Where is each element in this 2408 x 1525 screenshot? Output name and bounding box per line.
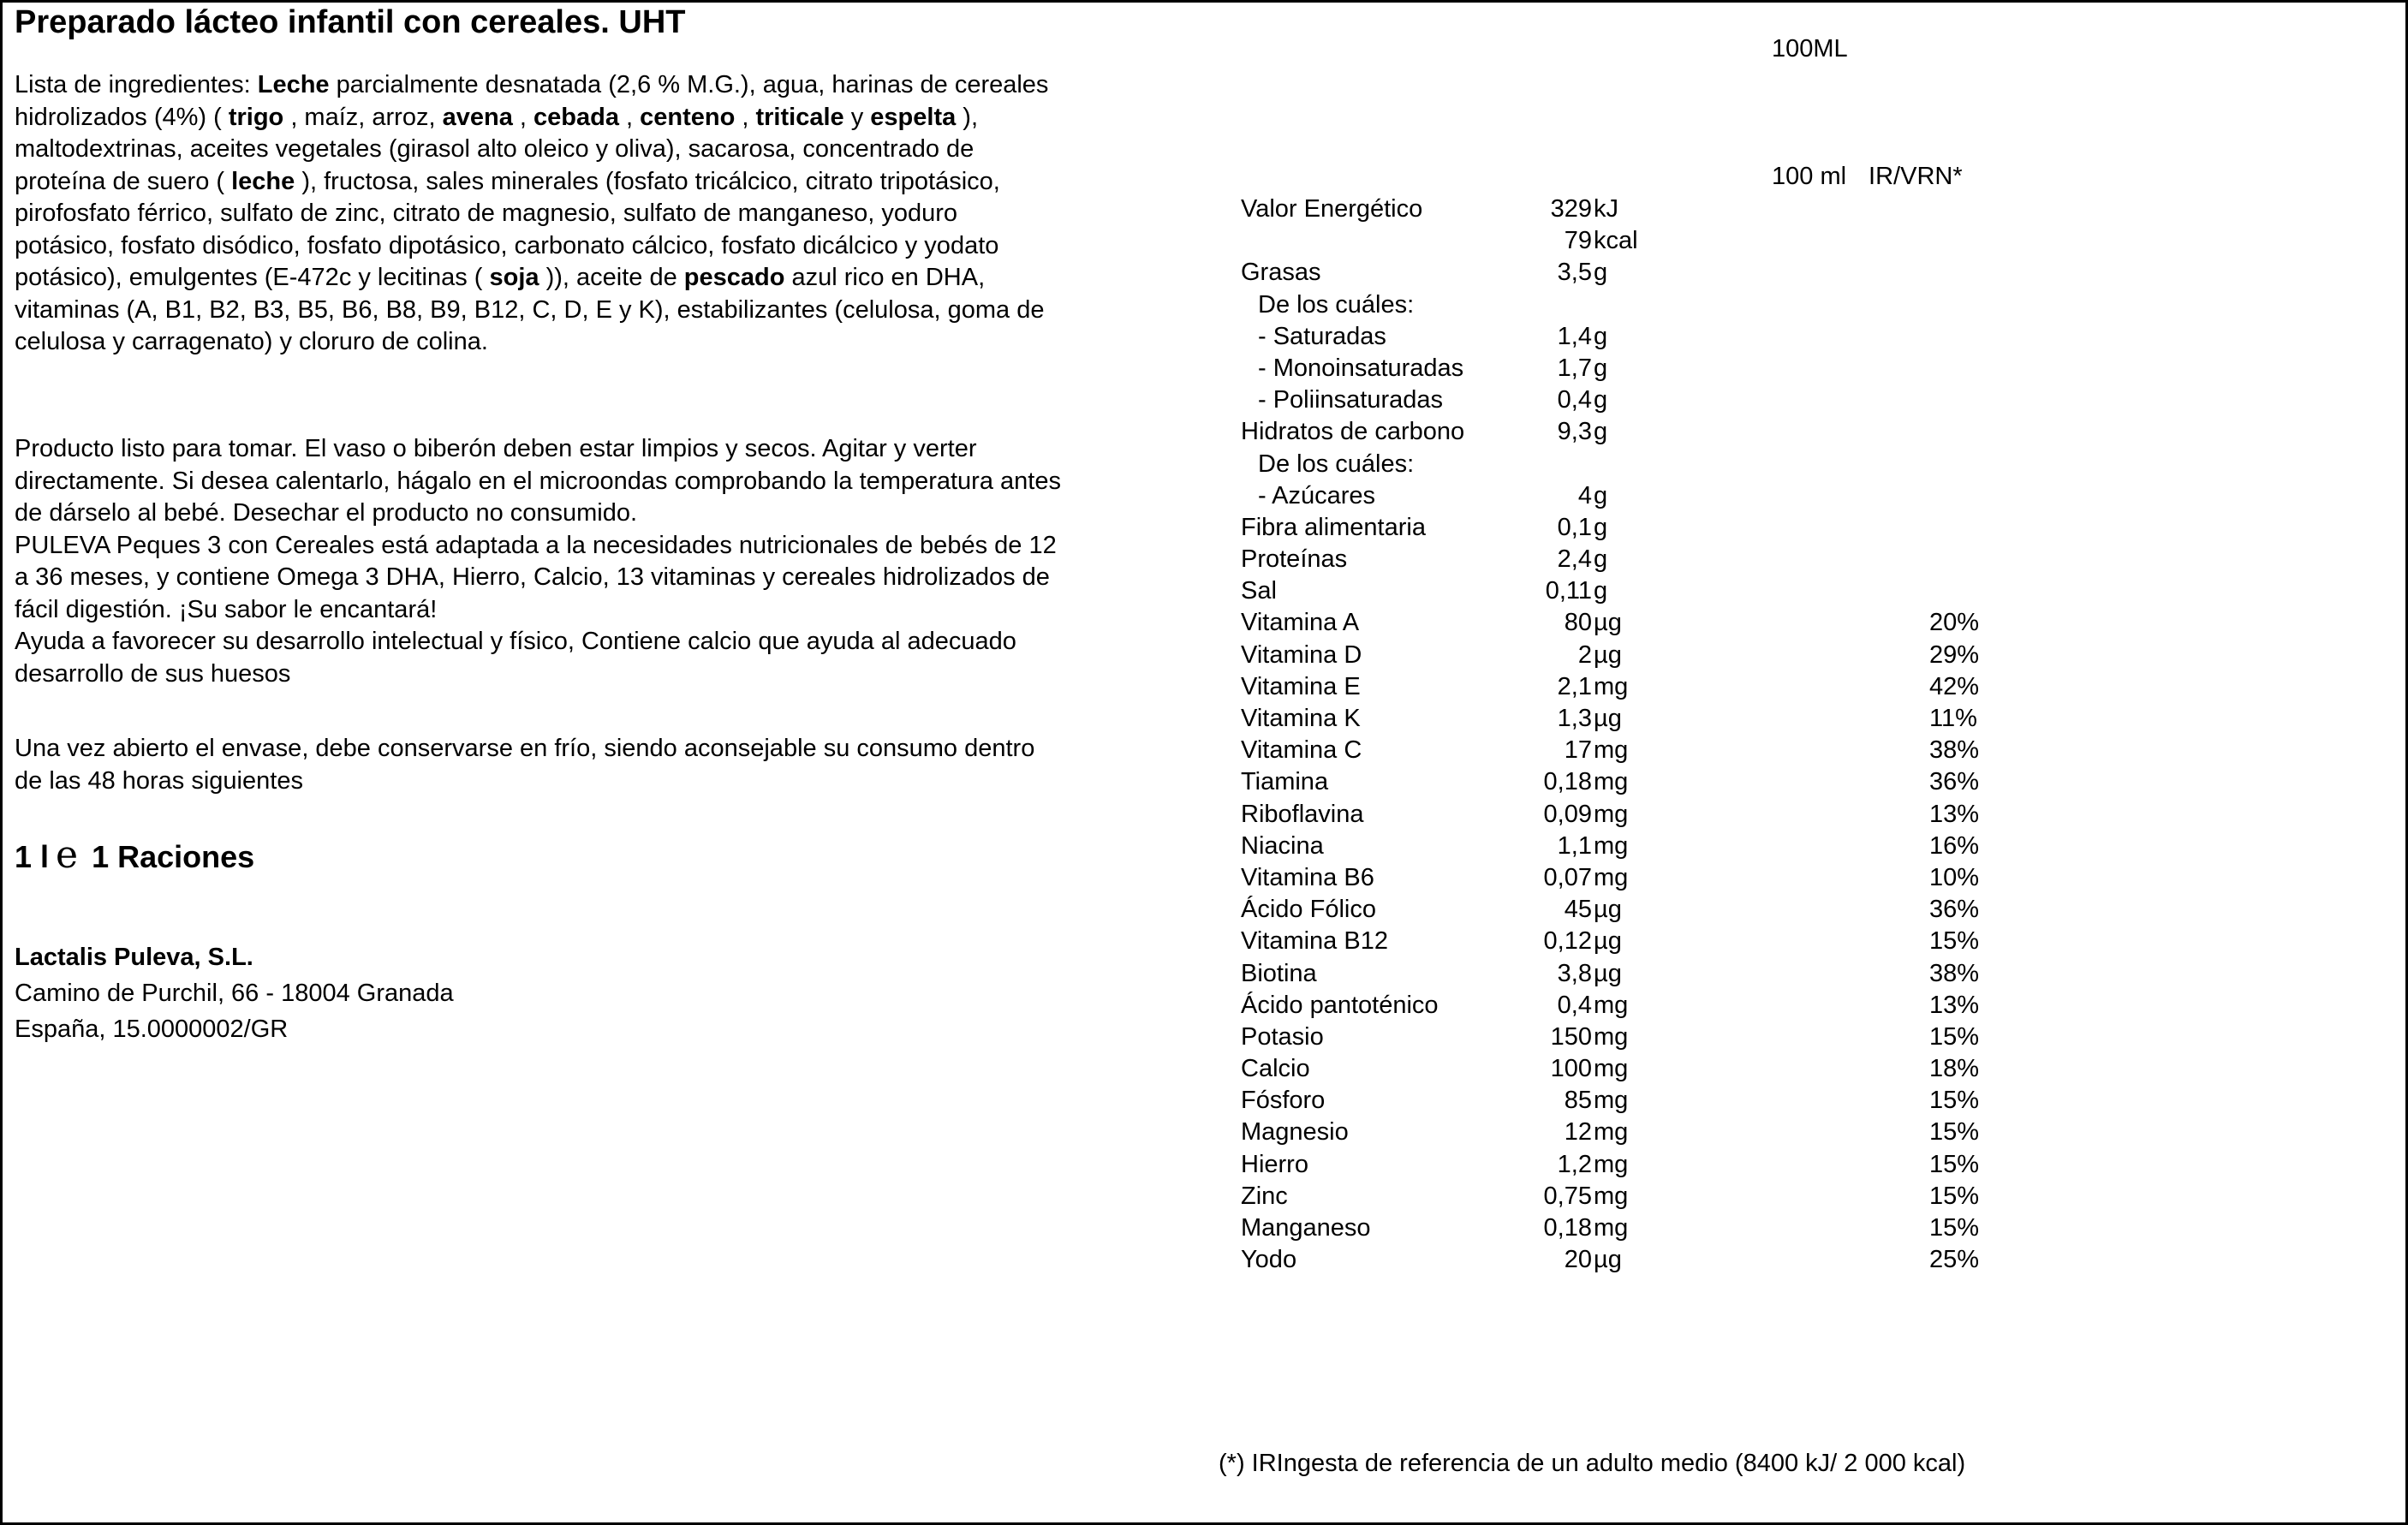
nutrient-label: Hierro <box>1241 1150 1308 1178</box>
ingredient-text: vitaminas (A, B1, B2, B3, B5, B6, B8, B9, B12, C, D, E y K), estabilizantes (celulosa, goma de <box>15 295 1045 324</box>
nutrient-ir-percent: 38% <box>1929 959 1980 987</box>
ingredient-text: y <box>843 103 871 131</box>
ingredient-text: maltodextrinas, aceites vegetales (girasol alto oleico y oliva), sacarosa, concentrado de <box>15 135 975 163</box>
ingredient-line <box>15 326 1196 359</box>
nutrient-unit: mg <box>1594 863 1629 891</box>
allergen-text: espelta <box>870 103 957 131</box>
column-per-100ml: 100 ml <box>1772 163 1847 190</box>
nutrient-ir-percent: 13% <box>1929 800 1980 828</box>
nutrient-unit: mg <box>1594 991 1629 1019</box>
nutrient-label: Grasas <box>1241 259 1321 287</box>
nutrient-unit: g <box>1594 322 1608 350</box>
nutrient-unit: g <box>1594 513 1608 541</box>
nutrition-row <box>1241 291 2012 323</box>
nutrient-unit: µg <box>1594 705 1622 732</box>
nutrient-value: 2 <box>1577 640 1592 669</box>
allergen-text: Leche <box>257 71 330 98</box>
nutrient-value: 85 <box>1564 1087 1592 1115</box>
nutrient-unit: mg <box>1594 672 1629 700</box>
nutrition-row <box>1241 801 2012 832</box>
ingredient-text: potásico), emulgentes (E-472c y lecitinas ( <box>15 264 490 291</box>
nutrient-ir-percent: 25% <box>1929 1246 1980 1274</box>
nutrition-row <box>1241 1151 2012 1182</box>
usage-line: de dárselo al bebé. Desechar el producto no consumido. <box>15 499 638 527</box>
nutrient-ir-percent: 10% <box>1929 863 1980 891</box>
usage-line: desarrollo de sus huesos <box>15 659 291 688</box>
nutrient-label: Fósforo <box>1241 1087 1326 1115</box>
ingredient-line <box>15 102 1196 134</box>
nutrient-ir-percent: 16% <box>1929 831 1980 860</box>
nutrition-row <box>1241 960 2012 992</box>
nutrient-value: 2,1 <box>1557 672 1592 700</box>
nutrient-label: Vitamina D <box>1241 640 1362 669</box>
nutrient-unit: mg <box>1594 736 1629 765</box>
nutrition-row <box>1241 1214 2012 1246</box>
nutrient-label: Manganeso <box>1241 1214 1371 1242</box>
nutrition-row <box>1241 418 2012 450</box>
allergen-text: avena <box>442 103 513 131</box>
nutrient-ir-percent: 20% <box>1929 609 1980 637</box>
ingredient-text: ), <box>956 103 979 131</box>
nutrient-ir-percent: 42% <box>1929 672 1980 700</box>
nutrient-label: - Saturadas <box>1258 322 1386 350</box>
nutrient-value: 0,12 <box>1543 927 1592 956</box>
nutrient-ir-percent: 15% <box>1929 927 1980 956</box>
ingredient-line <box>15 166 1196 199</box>
nutrient-ir-percent: 15% <box>1929 1182 1980 1210</box>
nutrition-row <box>1241 386 2012 418</box>
nutrient-value: 0,07 <box>1543 863 1592 891</box>
nutrient-label: Vitamina B12 <box>1241 927 1388 956</box>
usage-line: a 36 meses, y contiene Omega 3 DHA, Hierro, Calcio, 13 vitaminas y cereales hidrolizados de <box>15 563 1050 591</box>
ingredient-text: Lista de ingredientes: <box>15 71 258 98</box>
nutrient-label: Vitamina C <box>1241 736 1362 765</box>
nutrient-value: 150 <box>1550 1022 1592 1051</box>
nutrient-value: 1,7 <box>1557 354 1592 382</box>
nutrition-row <box>1241 514 2012 545</box>
ingredient-line <box>15 198 1196 230</box>
nutrient-value: 2,4 <box>1557 545 1592 574</box>
nutrient-value: 80 <box>1564 609 1592 637</box>
nutrient-value: 0,18 <box>1543 768 1592 796</box>
nutrient-unit: mg <box>1594 1087 1629 1115</box>
nutrition-row <box>1241 768 2012 800</box>
nutrient-ir-percent: 38% <box>1929 736 1980 765</box>
nutrient-label: Ácido Fólico <box>1241 896 1376 924</box>
nutrient-label: De los cuáles: <box>1258 290 1415 319</box>
nutrition-row <box>1241 1182 2012 1214</box>
allergen-text: trigo <box>228 103 284 131</box>
nutrient-unit: kJ <box>1594 195 1618 223</box>
nutrient-value: 0,75 <box>1543 1182 1592 1210</box>
nutrient-unit: g <box>1594 418 1608 446</box>
usage-line: PULEVA Peques 3 con Cereales está adaptada a la necesidades nutricionales de bebés de 12 <box>15 531 1057 559</box>
nutrient-value: 0,4 <box>1557 991 1592 1019</box>
ingredient-line <box>15 69 1196 102</box>
nutrient-value: 12 <box>1564 1118 1592 1147</box>
nutrient-value: 3,8 <box>1557 959 1592 987</box>
nutrition-row <box>1241 641 2012 673</box>
nutrient-label: De los cuáles: <box>1258 450 1415 478</box>
nutrition-row <box>1241 992 2012 1023</box>
nutrition-row <box>1241 227 2012 259</box>
nutrient-label: Niacina <box>1241 831 1324 860</box>
nutrition-row <box>1241 832 2012 864</box>
nutrition-table <box>1241 195 2012 1278</box>
nutrient-unit: µg <box>1594 927 1622 956</box>
ingredient-text: , <box>618 103 641 131</box>
company-name: Lactalis Puleva, S.L. <box>15 944 253 971</box>
usage-line: directamente. Si desea calentarlo, hágalo en el microondas comprobando la temperatura antes <box>15 467 1061 495</box>
nutrient-value: 0,11 <box>1545 577 1592 605</box>
allergen-text: triticale <box>755 103 844 131</box>
nutrient-value: 79 <box>1564 227 1592 255</box>
nutrient-unit: g <box>1594 545 1608 574</box>
nutrient-label: Hidratos de carbono <box>1241 418 1465 446</box>
nutrition-row <box>1241 259 2012 290</box>
ingredient-text: )), aceite de <box>539 264 684 291</box>
ingredient-text: azul rico en DHA, <box>784 264 986 291</box>
nutrition-row <box>1241 577 2012 609</box>
nutrient-unit: mg <box>1594 1214 1629 1242</box>
ingredient-text: , <box>512 103 533 131</box>
nutrition-row <box>1241 736 2012 768</box>
nutrient-unit: g <box>1594 577 1608 605</box>
nutrition-volume: 100ML <box>1772 35 1848 63</box>
nutrient-ir-percent: 15% <box>1929 1022 1980 1051</box>
nutrient-value: 0,4 <box>1557 386 1592 414</box>
nutrient-label: Vitamina B6 <box>1241 863 1374 891</box>
allergen-text: soja <box>489 264 539 291</box>
storage-line: de las 48 horas siguientes <box>15 766 303 795</box>
nutrient-unit: µg <box>1594 1246 1622 1274</box>
nutrient-unit: g <box>1594 481 1608 509</box>
nutrient-unit: mg <box>1594 1118 1629 1147</box>
nutrient-unit: µg <box>1594 896 1622 924</box>
ingredients-list <box>15 69 1196 359</box>
nutrition-row <box>1241 450 2012 482</box>
nutrient-value: 1,3 <box>1557 705 1592 732</box>
nutrient-label: Riboflavina <box>1241 800 1364 828</box>
nutrient-value: 45 <box>1564 896 1592 924</box>
nutrition-row <box>1241 1246 2012 1278</box>
nutrient-value: 329 <box>1550 195 1592 223</box>
nutrient-label: - Monoinsaturadas <box>1258 354 1464 382</box>
ingredient-text: , maíz, arroz, <box>283 103 443 131</box>
nutrition-row <box>1241 1023 2012 1055</box>
company-address: Camino de Purchil, 66 - 18004 Granada <box>15 980 454 1007</box>
nutrient-ir-percent: 29% <box>1929 640 1980 669</box>
allergen-text: pescado <box>683 264 785 291</box>
ingredient-line <box>15 295 1196 327</box>
usage-line: fácil digestión. ¡Su sabor le encantará! <box>15 595 438 623</box>
nutrition-row <box>1241 482 2012 514</box>
nutrient-unit: mg <box>1594 1022 1629 1051</box>
nutrition-column-headers <box>1772 163 1963 191</box>
nutrient-value: 0,1 <box>1557 513 1592 541</box>
nutrient-label: Vitamina E <box>1241 672 1361 700</box>
nutrient-ir-percent: 18% <box>1929 1055 1980 1083</box>
nutrition-row <box>1241 1055 2012 1087</box>
nutrition-row <box>1241 927 2012 959</box>
product-title: Preparado lácteo infantil con cereales. UHT <box>15 4 686 40</box>
nutrient-value: 100 <box>1550 1055 1592 1083</box>
nutrient-value: 0,18 <box>1543 1214 1592 1242</box>
nutrient-ir-percent: 36% <box>1929 768 1980 796</box>
nutrient-ir-percent: 11% <box>1929 705 1977 732</box>
nutrient-ir-percent: 15% <box>1929 1214 1980 1242</box>
nutrient-value: 9,3 <box>1557 418 1592 446</box>
column-ir-vrn: IR/VRN* <box>1869 163 1963 190</box>
nutrient-ir-percent: 13% <box>1929 991 1980 1019</box>
allergen-text: leche <box>231 167 295 195</box>
nutrient-label: Ácido pantoténico <box>1241 991 1439 1019</box>
allergen-text: centeno <box>640 103 736 131</box>
nutrient-unit: mg <box>1594 1150 1629 1178</box>
nutrient-unit: g <box>1594 259 1608 287</box>
nutrient-value: 0,09 <box>1543 800 1592 828</box>
ingredient-text: proteína de suero ( <box>15 167 232 195</box>
storage-line: Una vez abierto el envase, debe conservarse en frío, siendo aconsejable su consumo dentro <box>15 735 1035 762</box>
nutrient-label: Vitamina K <box>1241 705 1361 732</box>
nutrition-row <box>1241 1118 2012 1150</box>
nutrient-label: Potasio <box>1241 1022 1324 1051</box>
nutrient-label: Zinc <box>1241 1182 1288 1210</box>
ingredient-line <box>15 134 1196 166</box>
quantity-value: 1 l <box>15 839 50 874</box>
nutrition-row <box>1241 864 2012 896</box>
nutrient-value: 17 <box>1564 736 1592 765</box>
nutrient-value: 3,5 <box>1557 259 1592 287</box>
company-registration: España, 15.0000002/GR <box>15 1016 289 1043</box>
nutrient-label: Biotina <box>1241 959 1317 987</box>
nutrition-row <box>1241 705 2012 736</box>
ingredient-text: pirofosfato férrico, sulfato de zinc, citrato de magnesio, sulfato de manganeso, yoduro <box>15 200 958 227</box>
nutrition-row <box>1241 323 2012 354</box>
nutrition-footnote: (*) IRIngesta de referencia de un adulto medio (8400 kJ/ 2 000 kcal) <box>1219 1450 1966 1477</box>
usage-line: Producto listo para tomar. El vaso o biberón deben estar limpios y secos. Agitar y verter <box>15 435 977 462</box>
ingredient-text: hidrolizados (4%) ( <box>15 103 229 131</box>
usage-instructions <box>15 433 1196 690</box>
nutrient-ir-percent: 36% <box>1929 896 1980 924</box>
allergen-text: cebada <box>533 103 619 131</box>
nutrition-row <box>1241 545 2012 577</box>
nutrient-unit: mg <box>1594 1182 1629 1210</box>
e-mark-icon: e <box>56 833 77 877</box>
nutrient-unit: mg <box>1594 831 1629 860</box>
nutrient-unit: g <box>1594 386 1608 414</box>
nutrition-row <box>1241 195 2012 227</box>
nutrient-unit: mg <box>1594 800 1629 828</box>
nutrient-unit: µg <box>1594 959 1622 987</box>
nutrient-value: 4 <box>1577 481 1592 509</box>
nutrient-label: Tiamina <box>1241 768 1329 796</box>
ingredient-line <box>15 230 1196 263</box>
company-info <box>15 939 454 1047</box>
nutrient-label: - Poliinsaturadas <box>1258 386 1443 414</box>
nutrient-unit: g <box>1594 354 1608 382</box>
nutrient-label: Proteínas <box>1241 545 1348 574</box>
nutrient-label: Calcio <box>1241 1055 1310 1083</box>
ingredient-line <box>15 262 1196 295</box>
nutrient-label: Yodo <box>1241 1246 1297 1274</box>
nutrient-unit: mg <box>1594 1055 1629 1083</box>
nutrition-row <box>1241 673 2012 705</box>
nutrient-ir-percent: 15% <box>1929 1087 1980 1115</box>
nutrient-unit: µg <box>1594 609 1622 637</box>
ingredient-text: parcialmente desnatada (2,6 % M.G.), agua, harinas de cereales <box>329 71 1049 98</box>
nutrition-row <box>1241 354 2012 386</box>
ingredient-text: potásico, fosfato disódico, fosfato dipotásico, carbonato cálcico, fosfato dicálcico y yodato <box>15 231 999 259</box>
nutrient-label: Magnesio <box>1241 1118 1349 1147</box>
ingredient-text: ), fructosa, sales minerales (fosfato tricálcico, citrato tripotásico, <box>295 167 1000 195</box>
nutrient-ir-percent: 15% <box>1929 1118 1980 1147</box>
ingredient-text: , <box>735 103 756 131</box>
nutrient-ir-percent: 15% <box>1929 1150 1980 1178</box>
nutrient-label: Sal <box>1241 577 1277 605</box>
servings-count: 1 Raciones <box>92 839 255 874</box>
storage-instructions <box>15 733 1196 797</box>
nutrient-label: Fibra alimentaria <box>1241 513 1426 541</box>
nutrient-label: Valor Energético <box>1241 195 1423 223</box>
nutrition-row <box>1241 609 2012 640</box>
nutrition-row <box>1241 1087 2012 1118</box>
nutrient-unit: mg <box>1594 768 1629 796</box>
ingredient-text: celulosa y carragenato) y cloruro de colina. <box>15 328 488 355</box>
nutrient-value: 1,4 <box>1557 322 1592 350</box>
nutrient-label: - Azúcares <box>1258 481 1375 509</box>
nutrition-row <box>1241 896 2012 927</box>
nutrient-label: Vitamina A <box>1241 609 1360 637</box>
nutrient-unit: kcal <box>1594 227 1638 255</box>
nutrient-value: 1,1 <box>1557 831 1592 860</box>
usage-line: Ayuda a favorecer su desarrollo intelectual y físico, Contiene calcio que ayuda al adecuado <box>15 628 1016 655</box>
nutrient-value: 20 <box>1564 1246 1592 1274</box>
nutrient-unit: µg <box>1594 640 1622 669</box>
net-quantity <box>15 833 254 877</box>
nutrient-value: 1,2 <box>1557 1150 1592 1178</box>
